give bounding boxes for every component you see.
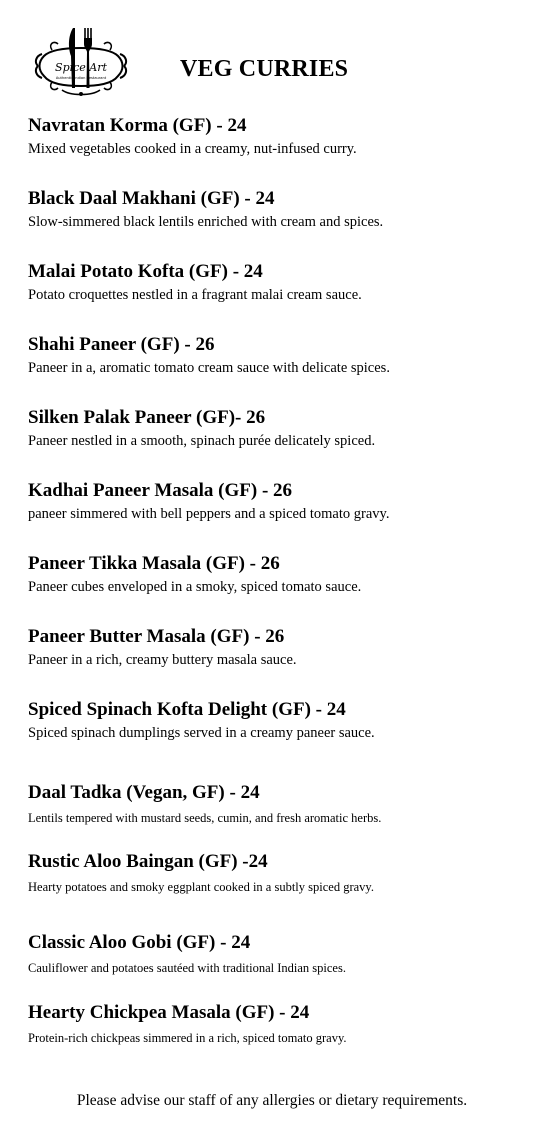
menu-item [28,782,528,827]
menu-item [28,115,528,158]
menu-item [28,626,528,669]
page-title: VEG CURRIES [180,56,349,82]
menu-item-name: Navratan Korma (GF) - 24 [28,115,247,136]
menu-item [28,334,528,377]
menu-item-name: Hearty Chickpea Masala (GF) - 24 [28,1002,310,1023]
menu-item [28,699,528,742]
menu-item-description: Protein-rich chickpeas simmered in a rich, spiced tomato gravy. [28,1031,347,1045]
menu-item-description: Lentils tempered with mustard seeds, cumin, and fresh aromatic herbs. [28,811,382,825]
menu-item [28,553,528,596]
menu-item-description: Mixed vegetables cooked in a creamy, nut-infused curry. [28,141,357,157]
menu-item-description: Paneer in a rich, creamy buttery masala sauce. [28,652,297,668]
menu-item-description: Hearty potatoes and smoky eggplant cooked in a subtly spiced gravy. [28,880,374,894]
restaurant-logo [34,26,128,102]
menu-item-description: Paneer in a, aromatic tomato cream sauce with delicate spices. [28,360,390,376]
menu-item-name: Rustic Aloo Baingan (GF) -24 [28,851,268,872]
logo-text: Spice Art [55,61,107,74]
menu-item-description: Potato croquettes nestled in a fragrant malai cream sauce. [28,287,362,303]
menu-item-name: Silken Palak Paneer (GF)- 26 [28,407,266,428]
menu-item-name: Paneer Tikka Masala (GF) - 26 [28,553,280,574]
menu-item-name: Daal Tadka (Vegan, GF) - 24 [28,782,260,803]
menu-item-description: Paneer nestled in a smooth, spinach purée delicately spiced. [28,433,376,449]
menu-item [28,261,528,304]
menu-item-name: Kadhai Paneer Masala (GF) - 26 [28,480,293,501]
logo-subtext: Authentic Indian Restaurant [55,76,107,80]
allergy-notice: Please advise our staff of any allergies or dietary requirements. [76,1092,468,1109]
menu-item-name: Classic Aloo Gobi (GF) - 24 [28,932,251,953]
menu-item-description: paneer simmered with bell peppers and a spiced tomato gravy. [28,506,390,522]
menu-item [28,1002,528,1047]
menu-item-name: Paneer Butter Masala (GF) - 26 [28,626,285,647]
menu-item [28,188,528,231]
menu-item-name: Spiced Spinach Kofta Delight (GF) - 24 [28,699,346,720]
menu-item [28,480,528,523]
menu-item [28,932,528,977]
menu-item-description: Slow-simmered black lentils enriched with cream and spices. [28,214,384,230]
menu-item-description: Cauliflower and potatoes sautéed with traditional Indian spices. [28,961,346,975]
menu-item [28,851,528,896]
menu-item [28,407,528,450]
menu-item-name: Shahi Paneer (GF) - 26 [28,334,215,355]
menu-item-description: Spiced spinach dumplings served in a creamy paneer sauce. [28,725,375,741]
menu-item-description: Paneer cubes enveloped in a smoky, spiced tomato sauce. [28,579,362,595]
menu-item-name: Black Daal Makhani (GF) - 24 [28,188,275,209]
menu-item-name: Malai Potato Kofta (GF) - 24 [28,261,263,282]
